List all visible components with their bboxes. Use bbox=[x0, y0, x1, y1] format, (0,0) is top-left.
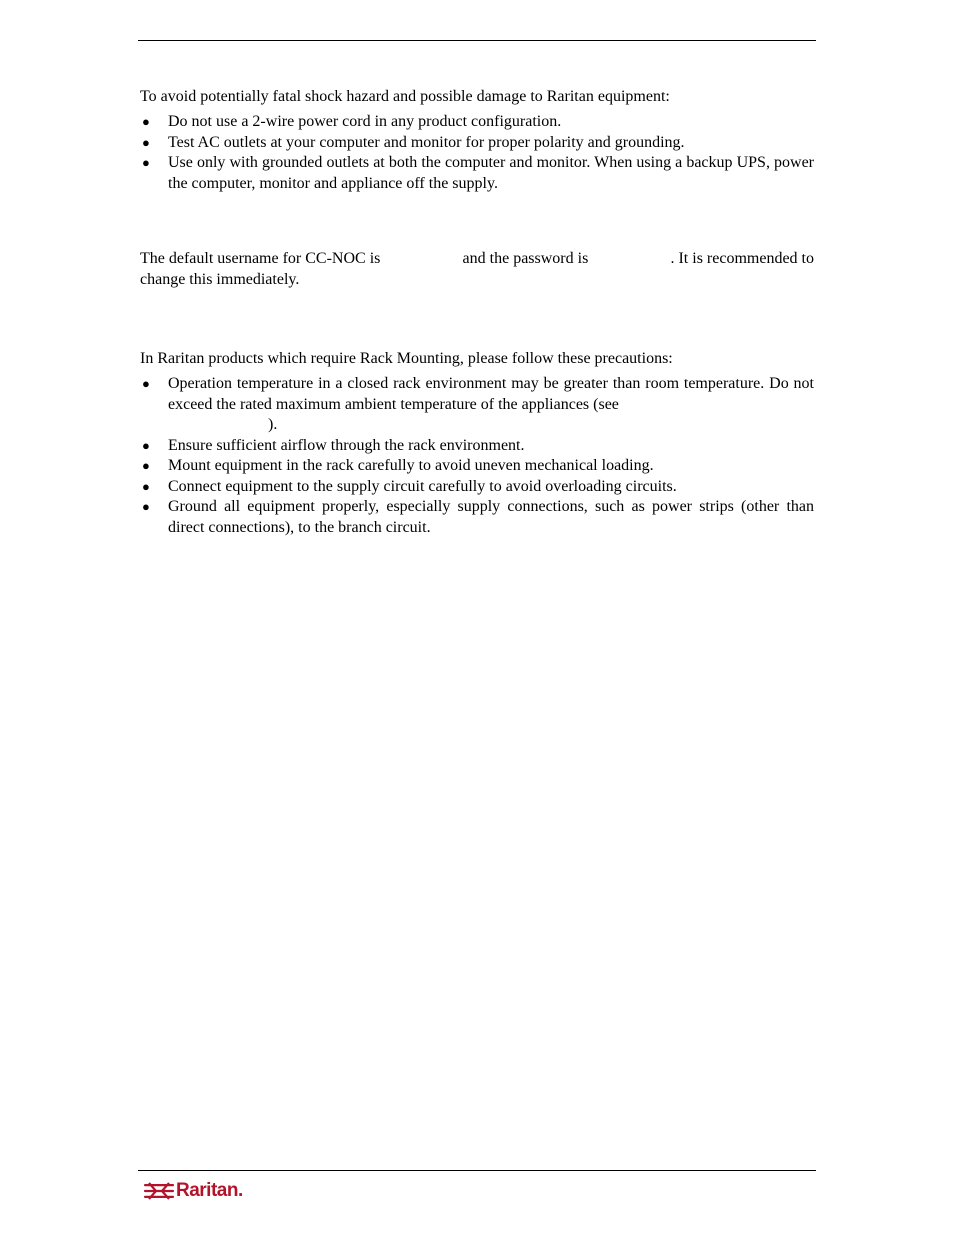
safety-list bbox=[140, 112, 814, 194]
login-text-b: and the password is bbox=[462, 250, 589, 267]
bullet-icon: ● bbox=[142, 134, 150, 150]
header-rule bbox=[138, 40, 816, 41]
bullet-icon: ● bbox=[142, 437, 150, 453]
footer-rule bbox=[138, 1170, 816, 1171]
raritan-logo-icon bbox=[144, 1181, 174, 1201]
list-item: ● Mount equipment in the rack carefully to avoid uneven mechanical loading. bbox=[140, 456, 814, 477]
list-item: ● Use only with grounded outlets at both the computer and monitor. When using a backup UPS, power the computer, monitor and appliance off the supply. bbox=[142, 154, 814, 192]
bullet-icon: ● bbox=[142, 478, 150, 494]
list-item: ● Operation temperature in a closed rack environment may be greater than room temperature. Do not exceed the rated maximum ambient temperature of the appliances (see ). bbox=[142, 375, 814, 433]
login-text-a: The default username for CC-NOC is bbox=[140, 250, 381, 267]
bullet-icon: ● bbox=[142, 458, 150, 473]
rack-intro: In Raritan products which require Rack Mounting, please follow these precautions: bbox=[140, 350, 673, 367]
bullet-icon: ● bbox=[142, 376, 150, 391]
rack-list bbox=[140, 374, 814, 538]
default-login-paragraph bbox=[140, 249, 814, 290]
logo-text: Raritan bbox=[176, 1180, 238, 1201]
bullet-icon: ● bbox=[142, 155, 150, 170]
logo-suffix: . bbox=[237, 1180, 244, 1201]
list-item: ● Test AC outlets at your computer and monitor for proper polarity and grounding. bbox=[140, 133, 814, 154]
raritan-logo bbox=[144, 1180, 243, 1202]
list-item: ● Do not use a 2-wire power cord in any product configuration. bbox=[140, 112, 814, 133]
list-item: ● Ensure sufficient airflow through the rack environment. bbox=[140, 436, 814, 457]
safety-intro: To avoid potentially fatal shock hazard and possible damage to Raritan equipment: bbox=[140, 88, 670, 105]
bullet-icon: ● bbox=[142, 499, 150, 514]
list-item: ● Connect equipment to the supply circuit carefully to avoid overloading circuits. bbox=[140, 477, 814, 498]
list-item: ● Ground all equipment properly, especially supply connections, such as power strips (other than direct connections), to the branch circuit. bbox=[142, 498, 814, 536]
bullet-icon: ● bbox=[142, 114, 150, 129]
login-text-c: . It is recommended to bbox=[670, 250, 814, 267]
login-text-d: change this immediately. bbox=[140, 270, 300, 288]
